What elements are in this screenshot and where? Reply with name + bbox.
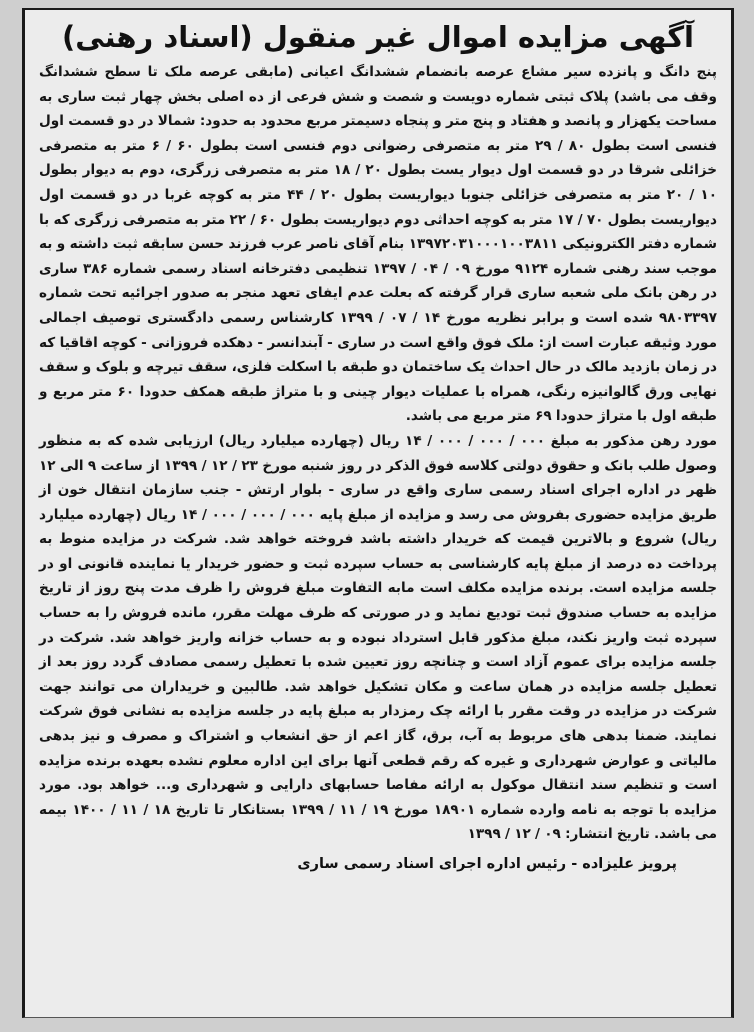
- notice-paragraph-property: پنج دانگ و پانزده سیر مشاع عرصه بانضمام ششدانگ اعیانی (مابقی عرصه ملک تا سطح ششدانگ وقف می باشد) پلاک ثبتی شماره دویست و شصت و شش فرعی از ده اصلی بخش چهار ثبت ساری به مساحت یکهزار و پانصد و هفتاد و پنج متر و پنجاه دسیمتر مربع محدود به حدود: شمالا در دو قسمت اول فنسی است بطول ۸۰ / ۲۹ متر به متصرفی رضوانی دوم فنسی است بطول ۶۰ / ۶ متر به متصرفی خزائلی شرقا در دو قسمت اول دیوار یست بطول ۲۰ / ۱۸ متر به متصرفی زرگری، دوم به دیوار بطول ۱۰ / ۲۰ متر به متصرفی خزائلی جنوبا دیواریست بطول ۲۰ / ۴۴ متر به کوچه غربا در دو قسمت اول دیواریست بطول ۷۰ / ۱۷ متر به کوچه احداثی دوم دیواریست بطول ۶۰ / ۲۲ متر به متصرفی زرگری که با شماره دفتر الکترونیکی ۱۳۹۷۲۰۳۱۰۰۰۱۰۰۳۸۱۱ بنام آقای ناصر عرب فرزند حسن سابقه ثبت داشته و به موجب سند رهنی شماره ۹۱۲۴ مورخ ۰۹ / ۰۴ / ۱۳۹۷ تنظیمی دفترخانه اسناد رسمی شماره ۳۸۶ ساری در رهن بانک ملی شعبه ساری قرار گرفته که بعلت عدم ایفای تعهد منجر به صدور اجرائیه تحت شماره ۹۸۰۳۳۹۷ شده است و برابر نظریه مورخ ۱۴ / ۰۷ / ۱۳۹۹ کارشناس رسمی دادگستری توصیف اجمالی مورد وثیقه عبارت است از: ملک فوق واقع است در ساری - آبندانسر - دهکده فروزانی - کوچه اقاقیا که در زمان بازدید مالک در حال احداث یک ساختمان دو طبقه با اسکلت فلزی، سقف تیرچه و بلوک و سقف نهایی ورق گالوانیزه رنگی، همراه با عملیات دیوار چینی و با متراژ طبقه همکف حدودا ۶۰ متر مربع و طبقه اول با متراژ حدودا ۶۹ متر مربع می باشد.: [39, 64, 718, 425]
- notice-title: آگهی مزایده اموال غیر منقول (اسناد رهنی): [62, 20, 694, 54]
- notice-signature: پرویز علیزاده - رئیس اداره اجرای اسناد رسمی ساری: [297, 856, 677, 872]
- notice-body: [39, 60, 717, 847]
- notice-paragraph-auction: مورد رهن مذکور به مبلغ ۰۰۰ / ۰۰۰ / ۰۰۰ / ۱۴ ریال (چهارده میلیارد ریال) ارزیابی شده که به منظور وصول طلب بانک و حقوق دولتی کلاسه فوق الذکر در روز شنبه مورخ ۲۳ / ۱۲ / ۱۳۹۹ از ساعت ۹ الی ۱۲ ظهر در اداره اجرای اسناد رسمی ساری واقع در ساری - بلوار ارتش - جنب سازمان انتقال خون از طریق مزایده حضوری بفروش می رسد و مزایده از مبلغ پایه ۰۰۰ / ۰۰۰ / ۰۰۰ / ۱۴ ریال (چهارده میلیارد ریال) شروع و بالاترین قیمت که خریدار داشته باشد فروخته خواهد شد. شرکت در مزایده منوط به پرداخت ده درصد از مبلغ پایه کارشناسی به حساب سپرده ثبت و حضور خریدار یا نماینده قانونی او در جلسه مزایده است. برنده مزایده مکلف است مابه التفاوت مبلغ فروش را ظرف مدت پنج روز از تاریخ مزایده به حساب صندوق ثبت تودیع نماید و در صورتی که ظرف مهلت مقرر، مانده فروش را به حساب سپرده ثبت واریز نکند، مبلغ مذکور قابل استرداد نبوده و به حساب خزانه واریز خواهد شد. شرکت در جلسه مزایده برای عموم آزاد است و چنانچه روز تعیین شده با تعطیل رسمی مصادف گردد روز بعد از تعطیل جلسه مزایده در همان ساعت و مکان تشکیل خواهد شد. طالبین و خریداران می توانند جهت شرکت در مزایده در وقت مقرر با ارائه چک رمزدار به مبلغ پایه در جلسه مزایده به نشانی فوق شرکت نمایند. ضمنا بدهی های مربوط به آب، برق، گاز اعم از حق انشعاب و اشتراک و مصرف و نیز بدهی مالیاتی و عوارض شهرداری و غیره که رقم قطعی آنها برای این اداره معلوم نشده بعهده برنده مزایده است و تنظیم سند انتقال موکول به ارائه مفاصا حسابهای دارایی و شهرداری و... خواهد بود. مورد مزایده با توجه به نامه وارده شماره ۱۸۹۰۱ مورخ ۱۹ / ۱۱ / ۱۳۹۹ بستانکار تا تاریخ ۱۸ / ۱۱ / ۱۴۰۰ بیمه می باشد. تاریخ انتشار: ۰۹ / ۱۲ / ۱۳۹۹: [39, 432, 718, 843]
- notice-paper: [22, 8, 734, 1018]
